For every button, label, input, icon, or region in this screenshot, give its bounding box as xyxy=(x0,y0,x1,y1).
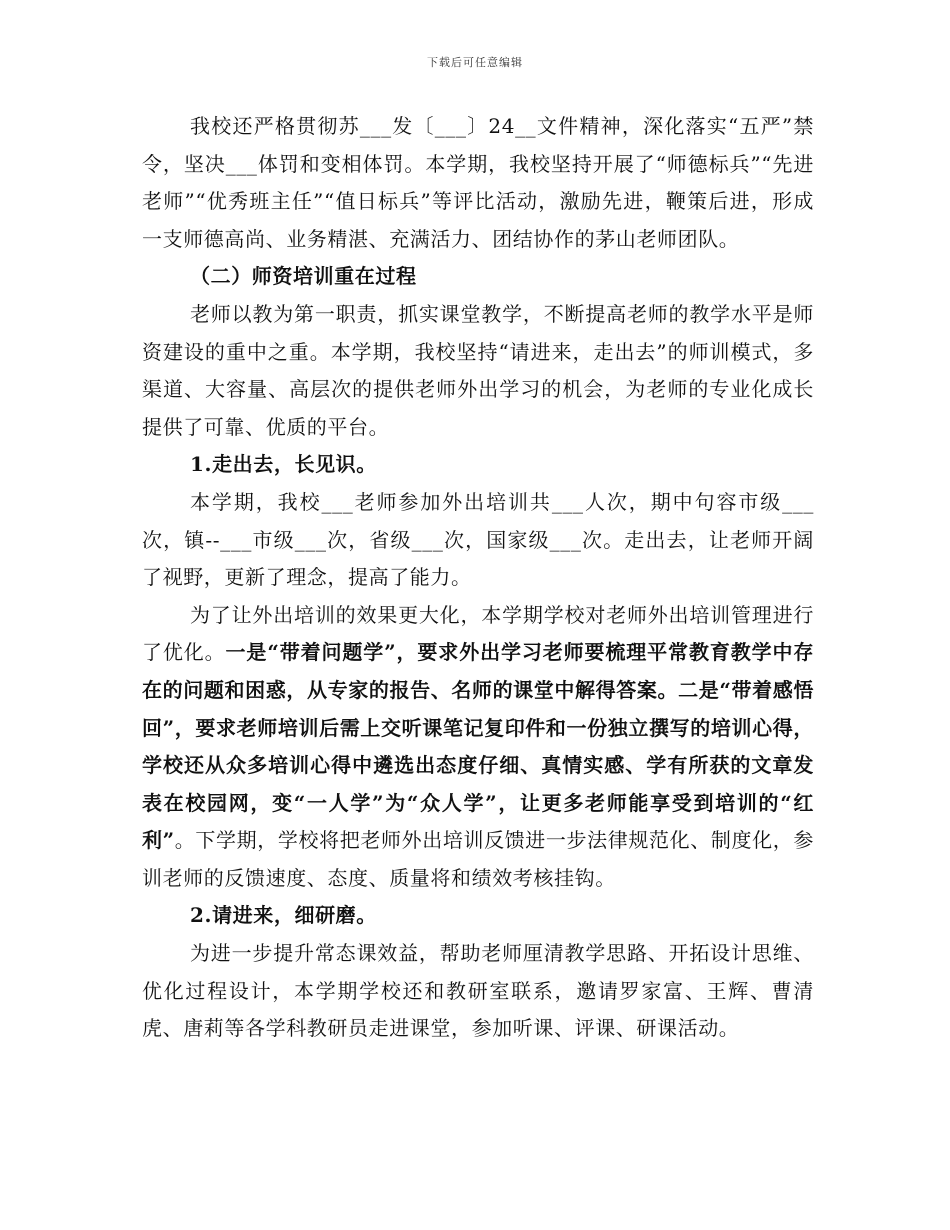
document-body xyxy=(142,108,814,1048)
section-heading-training: （二）师资培训重在过程 xyxy=(190,264,417,289)
paragraph-training-optimization xyxy=(142,597,814,898)
paragraph-training-intro: 老师以教为第一职责，抓实课堂教学，不断提高老师的教学水平是师资建设的重中之重。本学期，我校坚持“请进来，走出去”的师训模式，多渠道、大容量、高层次的提供老师外出学习的机会，为老师的专业化成长提供了可靠、优质的平台。 xyxy=(142,301,814,439)
subheading-go-out: 1.走出去，长见识。 xyxy=(190,452,377,477)
paragraph-text-start: 为了让外出培训的效果更大化，本学期学校对老师外出培训管理进行了优化。 xyxy=(142,602,814,665)
page-header: 下载后可任意编辑 xyxy=(427,56,523,69)
paragraph-go-out-stats: 本学期，我校___老师参加外出培训共___人次，期中句容市级___次，镇--___市级___次，省级___次，国家级___次。走出去，让老师开阔了视野，更新了理念，提高了能力。 xyxy=(142,489,814,590)
paragraph-text-bold: 一是“带着问题学”，要求外出学习老师要梳理平常教育教学中存在的问题和困惑，从专家的报告、名师的课堂中解得答案。二是“带着感悟回”，要求老师培训后需上交听课笔记复印件和一份独立撰写的培训心得，学校还从众多培训心得中遴选出态度仔细、真情实感、学有所获的文章发表在校园网，变“一人学”为“众人学”，让更多老师能享受到培训的“红利” xyxy=(142,640,814,853)
subheading-invite-in: 2.请进来，细研磨。 xyxy=(190,903,377,928)
paragraph-text-end: 。下学期，学校将把老师外出培训反馈进一步法律规范化、制度化，参训老师的反馈速度、态度、质量将和绩效考核挂钩。 xyxy=(142,828,814,890)
paragraph-invite-in: 为进一步提升常态课效益，帮助老师厘清教学思路、开拓设计思维、优化过程设计，本学期学校还和教研室联系，邀请罗家富、王辉、曹清虎、唐莉等各学科教研员走进课堂，参加听课、评课、研课活动。 xyxy=(142,941,814,1041)
paragraph-teacher-ethics: 我校还严格贯彻苏___发〔___〕24__文件精神，深化落实“五严”禁令，坚决___体罚和变相体罚。本学期，我校坚持开展了“师德标兵”“先进老师”“优秀班主任”“值日标兵”等评比活动，激励先进，鞭策后进，形成一支师德高尚、业务精湛、充满活力、团结协作的茅山老师团队。 xyxy=(142,114,814,251)
